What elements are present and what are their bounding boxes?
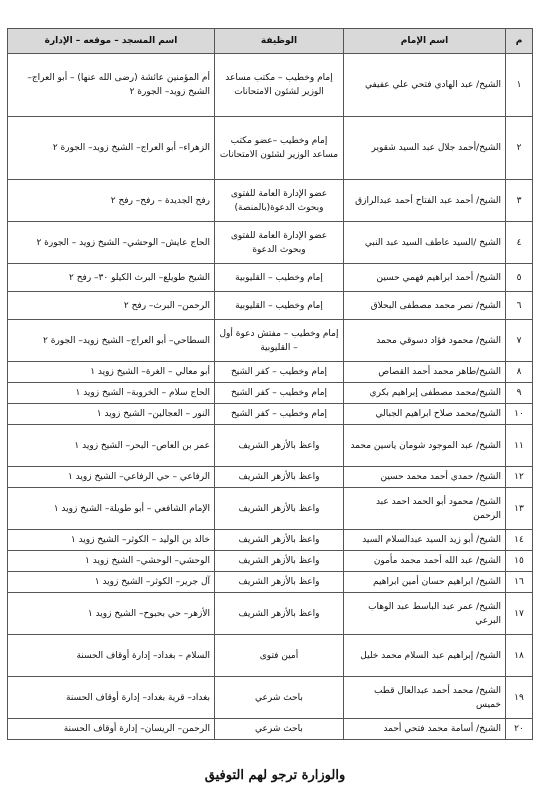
mosque-cell: الزهراء– أبو العراج– الشيخ زويد– الجورة ٢: [8, 117, 215, 180]
header-mosque: اسم المسجد – موقعه – الإدارة: [8, 29, 215, 54]
imam-name-cell: الشيخ/طاهر محمد أحمد القصاص: [344, 362, 506, 383]
table-row: [8, 719, 533, 740]
job-cell: عضو الإدارة العامة للفتوى وبحوث الدعوة: [215, 222, 344, 264]
job-cell: واعظ بالأزهر الشريف: [215, 551, 344, 572]
row-number: ٥: [506, 264, 533, 292]
imam-name-cell: الشيخ/ عبد الموجود شومان ياسين محمد: [344, 425, 506, 467]
imam-name-cell: الشيخ /السيد عاطف السيد عبد النبي: [344, 222, 506, 264]
table-row: [8, 404, 533, 425]
row-number: ١: [506, 54, 533, 117]
mosque-cell: الرفاعي – حي الرفاعي– الشيخ زويد ١: [8, 467, 215, 488]
imam-name-cell: الشيخ/ عبد الهادي فتحي علي عفيفي: [344, 54, 506, 117]
table-row: [8, 677, 533, 719]
mosque-cell: السلام – بغداد– إدارة أوقاف الحسنة: [8, 635, 215, 677]
table-row: [8, 467, 533, 488]
imam-name-cell: الشيخ/ ابراهيم حسان أمين ابراهيم: [344, 572, 506, 593]
row-number: ٣: [506, 180, 533, 222]
job-cell: إمام وخطيب – كفر الشيخ: [215, 362, 344, 383]
imam-name-cell: الشيخ/ أسامة محمد فتحي أحمد: [344, 719, 506, 740]
job-cell: إمام وخطيب – القليوبية: [215, 264, 344, 292]
closing-statement: والوزارة ترجو لهم التوفيق: [204, 768, 346, 783]
mosque-cell: السطاحي– أبو العراج– الشيخ زويد– الجورة ٢: [8, 320, 215, 362]
table-row: [8, 264, 533, 292]
table-row: [8, 488, 533, 530]
row-number: ١١: [506, 425, 533, 467]
row-number: ١٨: [506, 635, 533, 677]
row-number: ٤: [506, 222, 533, 264]
row-number: ١٢: [506, 467, 533, 488]
job-cell: إمام وخطيب – كفر الشيخ: [215, 383, 344, 404]
imam-name-cell: الشيخ/ إبراهيم عبد السلام محمد خليل: [344, 635, 506, 677]
table-row: [8, 383, 533, 404]
table-row: [8, 292, 533, 320]
table-body: [8, 54, 533, 740]
imam-name-cell: الشيخ/ محمود فؤاد دسوقي محمد: [344, 320, 506, 362]
row-number: ١٣: [506, 488, 533, 530]
mosque-cell: خالد بن الوليد – الكوثر– الشيخ زويد ١: [8, 530, 215, 551]
table-row: [8, 425, 533, 467]
imam-name-cell: الشيخ/محمد صلاح ابراهيم الجبالي: [344, 404, 506, 425]
row-number: ٧: [506, 320, 533, 362]
job-cell: أمين فتوى: [215, 635, 344, 677]
job-cell: إمام وخطيب – كفر الشيخ: [215, 404, 344, 425]
imam-name-cell: الشيخ/أحمد جلال عبد السيد شقوير: [344, 117, 506, 180]
mosque-cell: الإمام الشافعي – أبو طويلة– الشيخ زويد ١: [8, 488, 215, 530]
mosque-cell: الأزهر– حي بحبوح– الشيخ زويد ١: [8, 593, 215, 635]
job-cell: إمام وخطيب –عضو مكتب مساعد الوزير لشئون الامتحانات: [215, 117, 344, 180]
table-row: [8, 635, 533, 677]
mosque-cell: الرحمن– الريسان– إدارة أوقاف الحسنة: [8, 719, 215, 740]
table-row: [8, 572, 533, 593]
job-cell: واعظ بالأزهر الشريف: [215, 467, 344, 488]
table-header-row: [8, 29, 533, 54]
table-row: [8, 530, 533, 551]
job-cell: إمام وخطيب – مفتش دعوة أول – القليوبية: [215, 320, 344, 362]
imam-name-cell: الشيخ/ عبد الله أحمد محمد مأمون: [344, 551, 506, 572]
job-cell: باحث شرعي: [215, 677, 344, 719]
row-number: ٢: [506, 117, 533, 180]
job-cell: باحث شرعي: [215, 719, 344, 740]
row-number: ٦: [506, 292, 533, 320]
imam-name-cell: الشيخ/ أحمد ابراهيم فهمي حسين: [344, 264, 506, 292]
mosque-cell: أم المؤمنين عائشة (رضى الله عنها) – أبو العراج– الشيخ زويد– الجورة ٢: [8, 54, 215, 117]
job-cell: واعظ بالأزهر الشريف: [215, 530, 344, 551]
mosque-cell: عمر بن العاص– البحر– الشيخ زويد ١: [8, 425, 215, 467]
row-number: ٩: [506, 383, 533, 404]
mosque-cell: رفح الجديدة – رفح– رفح ٢: [8, 180, 215, 222]
row-number: ١٥: [506, 551, 533, 572]
job-cell: واعظ بالأزهر الشريف: [215, 488, 344, 530]
mosque-cell: الرحمن– البرث– رفح ٢: [8, 292, 215, 320]
row-number: ١٤: [506, 530, 533, 551]
imam-name-cell: الشيخ/ أحمد عبد الفتاح أحمد عبدالرازق: [344, 180, 506, 222]
table-row: [8, 320, 533, 362]
table-row: [8, 54, 533, 117]
row-number: ١٦: [506, 572, 533, 593]
mosque-cell: النور – العجالين– الشيخ زويد ١: [8, 404, 215, 425]
table-row: [8, 222, 533, 264]
mosque-cell: آل جرير– الكوثر– الشيخ زويد ١: [8, 572, 215, 593]
table-row: [8, 593, 533, 635]
row-number: ٨: [506, 362, 533, 383]
imam-name-cell: الشيخ/ أبو زيد السيد عبدالسلام السيد: [344, 530, 506, 551]
job-cell: واعظ بالأزهر الشريف: [215, 593, 344, 635]
mosque-cell: بغداد– قرية بغداد– إدارة أوقاف الحسنة: [8, 677, 215, 719]
table-row: [8, 551, 533, 572]
header-imam-name: اسم الإمام: [344, 29, 506, 54]
imam-name-cell: الشيخ/ نصر محمد مصطفى البحلاق: [344, 292, 506, 320]
imam-name-cell: الشيخ/ محمود أبو الحمد احمد عبد الرحمن: [344, 488, 506, 530]
mosque-cell: أبو معالي – الغرة– الشيخ زويد ١: [8, 362, 215, 383]
header-job: الوظيفة: [215, 29, 344, 54]
job-cell: إمام وخطيب – القليوبية: [215, 292, 344, 320]
table-row: [8, 117, 533, 180]
imam-name-cell: الشيخ/محمد مصطفى إبراهيم بكري: [344, 383, 506, 404]
row-number: ٢٠: [506, 719, 533, 740]
mosque-cell: الحاج عايش– الوحشي– الشيخ زويد – الجورة ٢: [8, 222, 215, 264]
row-number: ١٠: [506, 404, 533, 425]
mosque-cell: الحاج سلام – الخروبة– الشيخ زويد ١: [8, 383, 215, 404]
table-row: [8, 362, 533, 383]
row-number: ١٧: [506, 593, 533, 635]
mosque-cell: الشيخ طويلع– البرث الكيلو ٣٠– رفح ٢: [8, 264, 215, 292]
header-number: م: [506, 29, 533, 54]
imam-name-cell: الشيخ/ عمر عبد الباسط عبد الوهاب البرعي: [344, 593, 506, 635]
job-cell: واعظ بالأزهر الشريف: [215, 425, 344, 467]
mosque-cell: الوحشي– الوحشي– الشيخ زويد ١: [8, 551, 215, 572]
imam-name-cell: الشيخ/ محمد أحمد عبدالعال قطب خميس: [344, 677, 506, 719]
job-cell: عضو الإدارة العامة للفتوى وبحوث الدعوة(بالمنصة): [215, 180, 344, 222]
imam-name-cell: الشيخ/ حمدي أحمد محمد حسين: [344, 467, 506, 488]
job-cell: واعظ بالأزهر الشريف: [215, 572, 344, 593]
imams-table: [7, 28, 533, 740]
job-cell: إمام وخطيب – مكتب مساعد الوزير لشئون الامتحانات: [215, 54, 344, 117]
row-number: ١٩: [506, 677, 533, 719]
table-row: [8, 180, 533, 222]
